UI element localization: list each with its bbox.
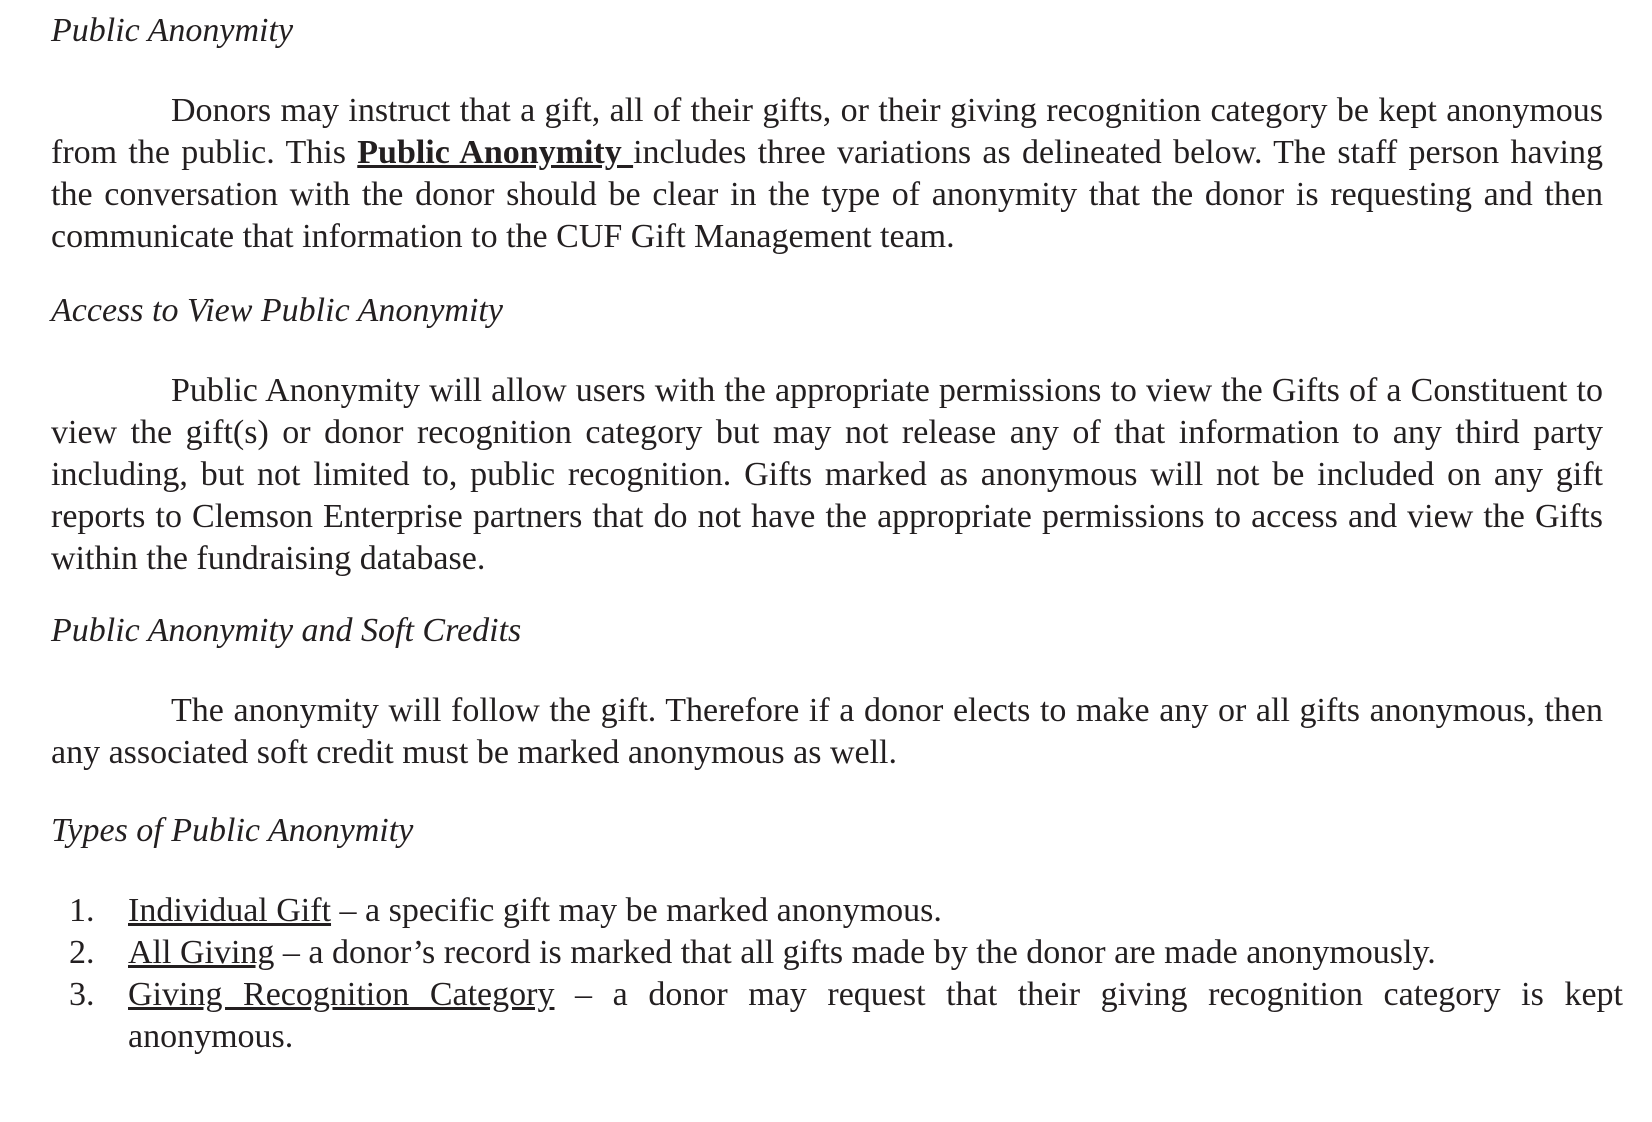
list-term: Individual Gift	[128, 892, 332, 929]
paragraph-text: Donors may instruct that a gift, all of their gifts, or their giving recognition category be kept anonymous from the public. This	[51, 92, 1603, 171]
list-item	[51, 890, 1623, 932]
list-desc: – a specific gift may be marked anonymous.	[331, 892, 942, 929]
section-heading-public-anonymity: Public Anonymity	[51, 12, 294, 49]
list-item	[51, 932, 1623, 974]
list-term: All Giving	[128, 934, 275, 971]
paragraph-soft-credits: The anonymity will follow the gift. Therefore if a donor elects to make any or all gifts anonymous, then any associated soft credit must be marked anonymous as well.	[51, 692, 1603, 771]
list-desc: – a donor may request that their giving recognition category is kept anonymous.	[128, 976, 1623, 1055]
list-item	[51, 974, 1623, 1058]
list-number: 2.	[69, 934, 95, 971]
list-number: 3.	[69, 976, 95, 1013]
section-heading-soft-credits: Public Anonymity and Soft Credits	[51, 612, 522, 649]
public-anonymity-term: Public Anonymity	[357, 134, 634, 171]
paragraph-public-anonymity	[51, 90, 1603, 258]
types-list	[51, 890, 1623, 1058]
list-term: Giving Recognition Category	[128, 976, 555, 1013]
section-heading-access-to-view: Access to View Public Anonymity	[51, 292, 503, 329]
list-number: 1.	[69, 892, 95, 929]
list-desc: – a donor’s record is marked that all gifts made by the donor are made anonymously.	[274, 934, 1436, 971]
paragraph-access-to-view: Public Anonymity will allow users with the appropriate permissions to view the Gifts of a Constituent to view the gift(s) or donor recognition category but may not release any of that information to any third party including, but not limited to, public recognition. Gifts marked as anonymous will not be included on any gift reports to Clemson Enterprise partners that do not have the appropriate permissions to access and view the Gifts within the fundraising database.	[51, 372, 1603, 577]
section-heading-types: Types of Public Anonymity	[51, 812, 414, 849]
paragraph-text: includes three variations as delineated below. The staff person having the conversation with the donor should be clear in the type of anonymity that the donor is requesting and then communicate that information to the CUF Gift Management team.	[51, 134, 1603, 255]
